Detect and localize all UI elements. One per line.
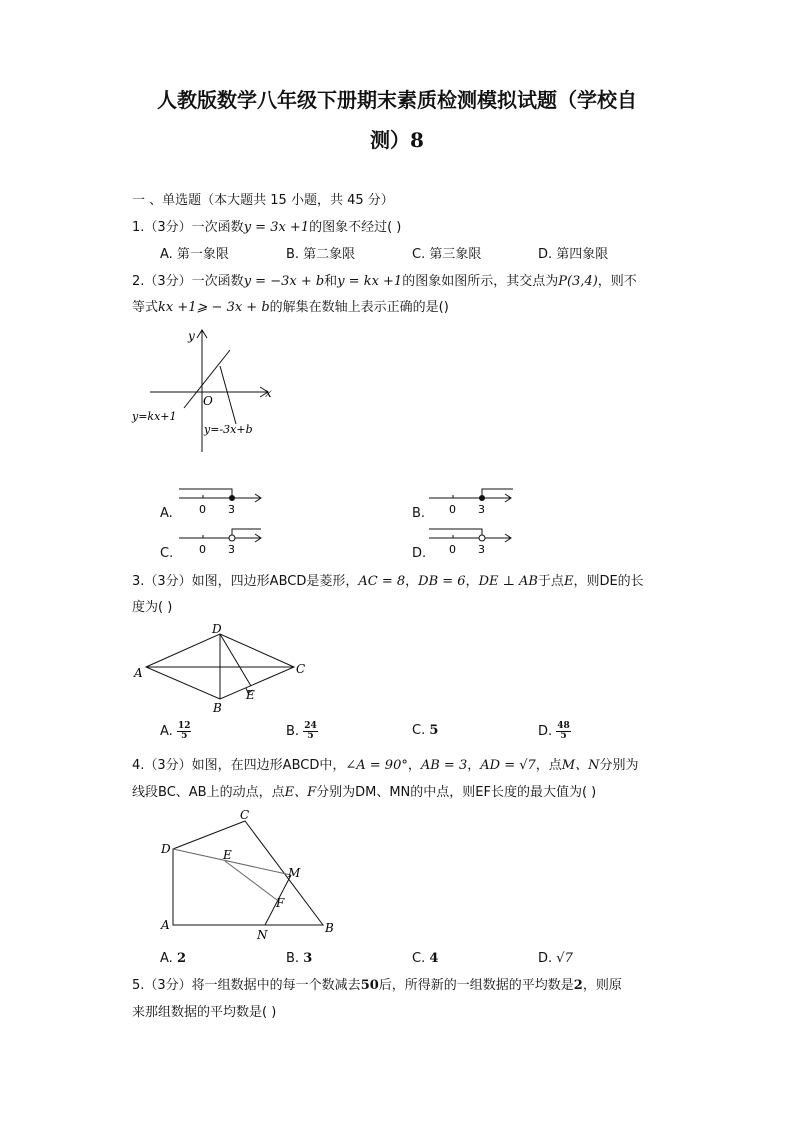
letter: C. <box>412 723 426 738</box>
label-e: E <box>246 688 255 702</box>
solution-ray-right <box>232 529 261 535</box>
q5-prefix: 5.（3分）将一组数据中的每一个数减去 <box>132 978 361 993</box>
denominator: 5 <box>560 731 567 741</box>
q1-formula: y = 3x +1 <box>243 220 310 235</box>
label-n: N <box>257 928 268 942</box>
q4-sep1: ， <box>407 758 421 773</box>
q3-rhombus-figure <box>130 620 315 715</box>
q3-option-c <box>412 722 438 740</box>
tick-0: 0 <box>449 503 456 516</box>
line-kx-plus-1-label: y=kx+1 <box>132 410 177 423</box>
q2-option-c-numberline <box>175 526 267 556</box>
q2-option-d-numberline <box>425 526 517 556</box>
q5-suffix: ，则原 <box>582 978 622 993</box>
q1-option-a: A. 第一象限 <box>160 247 229 262</box>
tick-0: 0 <box>199 503 206 516</box>
q5-mid: 后，所得新的一组数据的平均数是 <box>378 978 574 993</box>
solid-endpoint <box>479 495 485 501</box>
tick-3: 3 <box>478 503 485 516</box>
label-c: C <box>240 808 250 822</box>
q3-point-e: E <box>563 574 574 589</box>
question-5-line2: 来那组数据的平均数是( ) <box>132 1005 277 1020</box>
question-3-line1 <box>132 573 644 591</box>
q1-option-b: B. 第二象限 <box>286 247 356 262</box>
q2-option-d-letter: D. <box>412 546 427 561</box>
line-neg3x-plus-b <box>220 366 236 424</box>
q3-mid: 于点 <box>537 574 564 589</box>
value: 4 <box>429 951 439 966</box>
label-a: A <box>134 666 143 680</box>
q4-suffix: 分别为 <box>599 758 639 773</box>
q3-suffix: ，则DE的长 <box>573 574 644 589</box>
q4-prefix: 4.（3分）如图，在四边形ABCD中， <box>132 758 346 773</box>
segment-de <box>220 634 251 686</box>
q3-option-d <box>538 722 571 741</box>
q2-prefix: 2.（3分）一次函数 <box>132 274 244 289</box>
q4-ab: AB = 3 <box>420 758 468 773</box>
q3-ac: AC = 8 <box>358 574 406 589</box>
solution-ray-left <box>429 529 482 535</box>
q2-mid: 和 <box>324 274 338 289</box>
q2-formula-1: y = −3x + b <box>243 274 325 289</box>
q5-n50: 50 <box>360 978 379 993</box>
question-5-line1 <box>132 977 622 995</box>
label-f: F <box>276 896 285 910</box>
label-b: B <box>213 701 222 715</box>
document-title-line2: 测）8 <box>370 128 424 152</box>
section-header: 一 、单选题（本大题共 15 小题，共 45 分） <box>132 193 394 208</box>
q2-end: ，则不 <box>597 274 637 289</box>
label-c: C <box>296 662 306 676</box>
q2-mid2: 的图象如图所示，其交点为 <box>402 274 559 289</box>
line-neg3x-plus-b-label: y=-3x+b <box>204 423 253 436</box>
value: 2 <box>176 951 186 966</box>
letter: C. <box>412 951 426 966</box>
origin-label: O <box>203 394 213 408</box>
question-2-line1 <box>132 273 637 291</box>
label-a: A <box>161 918 170 932</box>
value: √7 <box>556 951 573 966</box>
q2-option-b-letter: B. <box>412 506 426 521</box>
label-d: D <box>212 622 222 636</box>
letter: D. <box>538 724 553 739</box>
q3-prefix: 3.（3分）如图，四边形ABCD是菱形， <box>132 574 359 589</box>
q1-prefix: 1.（3分）一次函数 <box>132 220 244 235</box>
tick-3: 3 <box>228 543 235 556</box>
q4-sep2: ， <box>467 758 481 773</box>
tick-3: 3 <box>228 503 235 516</box>
tick-0: 0 <box>449 543 456 556</box>
tick-3: 3 <box>478 543 485 556</box>
q3-option-a <box>160 722 191 741</box>
letter: A. <box>160 951 173 966</box>
numerator: 24 <box>304 721 317 731</box>
letter: B. <box>286 724 300 739</box>
q3-sep2: ， <box>465 574 479 589</box>
q1-suffix: 的图象不经过( ) <box>309 220 402 235</box>
q1-option-c: C. 第三象限 <box>412 247 482 262</box>
letter: A. <box>160 724 173 739</box>
q5-n2: 2 <box>573 978 583 993</box>
denominator: 5 <box>307 731 314 741</box>
q3-option-b <box>286 722 318 741</box>
q4-quadrilateral-figure <box>155 805 345 945</box>
fraction <box>303 722 318 741</box>
numerator: 48 <box>557 721 570 731</box>
q2-option-b-numberline <box>425 486 517 516</box>
label-d: D <box>161 842 171 856</box>
letter: D. <box>538 951 553 966</box>
y-axis-label: y <box>188 329 195 343</box>
question-1 <box>132 219 401 237</box>
hollow-endpoint <box>229 535 235 541</box>
numerator: 12 <box>177 721 191 731</box>
q1-option-d: D. 第四象限 <box>538 247 609 262</box>
q4-option-c <box>412 950 438 968</box>
tick-0: 0 <box>199 543 206 556</box>
label-e: E <box>223 848 232 862</box>
q4-ad: AD = √7 <box>480 758 536 773</box>
q3-de: DE ⊥ AB <box>478 574 538 589</box>
q2-inequality: kx +1⩾ − 3x + b <box>158 300 270 315</box>
document-title-line1: 人教版数学八年级下册期末素质检测模拟试题（学校自 <box>157 88 637 112</box>
solid-endpoint <box>229 495 235 501</box>
hollow-endpoint <box>479 535 485 541</box>
quadrilateral-abcd <box>173 821 323 925</box>
segment-ef <box>225 861 277 900</box>
segment-dm <box>173 849 291 875</box>
q4-mid: ，点 <box>535 758 562 773</box>
q2-function-graph <box>128 322 278 456</box>
q4-option-a <box>160 950 186 968</box>
q4-line2-prefix: 线段BC、AB上的动点，点 <box>132 785 285 800</box>
q2-point: P(3,4) <box>558 274 598 289</box>
q2-option-c-letter: C. <box>160 546 174 561</box>
fraction <box>556 722 571 741</box>
q4-line2-suffix: 分别为DM、MN的中点，则EF长度的最大值为( ) <box>316 785 597 800</box>
letter: B. <box>286 951 300 966</box>
q2-formula-2: y = kx +1 <box>337 274 403 289</box>
value: 5 <box>429 723 439 738</box>
q2-line2-prefix: 等式 <box>132 300 159 315</box>
solution-ray-left <box>179 489 232 498</box>
q2-line2-suffix: 的解集在数轴上表示正确的是() <box>269 300 449 315</box>
q4-option-b <box>286 950 312 968</box>
question-4-line2 <box>132 784 596 802</box>
denominator: 5 <box>181 731 188 741</box>
q2-option-a-numberline <box>175 486 267 516</box>
q3-db: DB = 6 <box>418 574 466 589</box>
q4-option-d <box>538 950 573 968</box>
q3-sep1: ， <box>405 574 419 589</box>
q4-ef: E、F <box>284 785 317 800</box>
q2-option-a-letter: A. <box>160 506 173 521</box>
label-m: M <box>288 866 301 880</box>
fraction <box>177 722 192 741</box>
question-2-line2 <box>132 299 449 317</box>
label-b: B <box>325 921 334 935</box>
question-4-line1 <box>132 757 639 775</box>
value: 3 <box>303 951 313 966</box>
question-3-line2: 度为( ) <box>132 600 173 615</box>
x-axis-label: x <box>265 386 272 400</box>
q4-mn: M、N <box>561 758 600 773</box>
q4-angle: ∠A = 90° <box>345 758 408 773</box>
